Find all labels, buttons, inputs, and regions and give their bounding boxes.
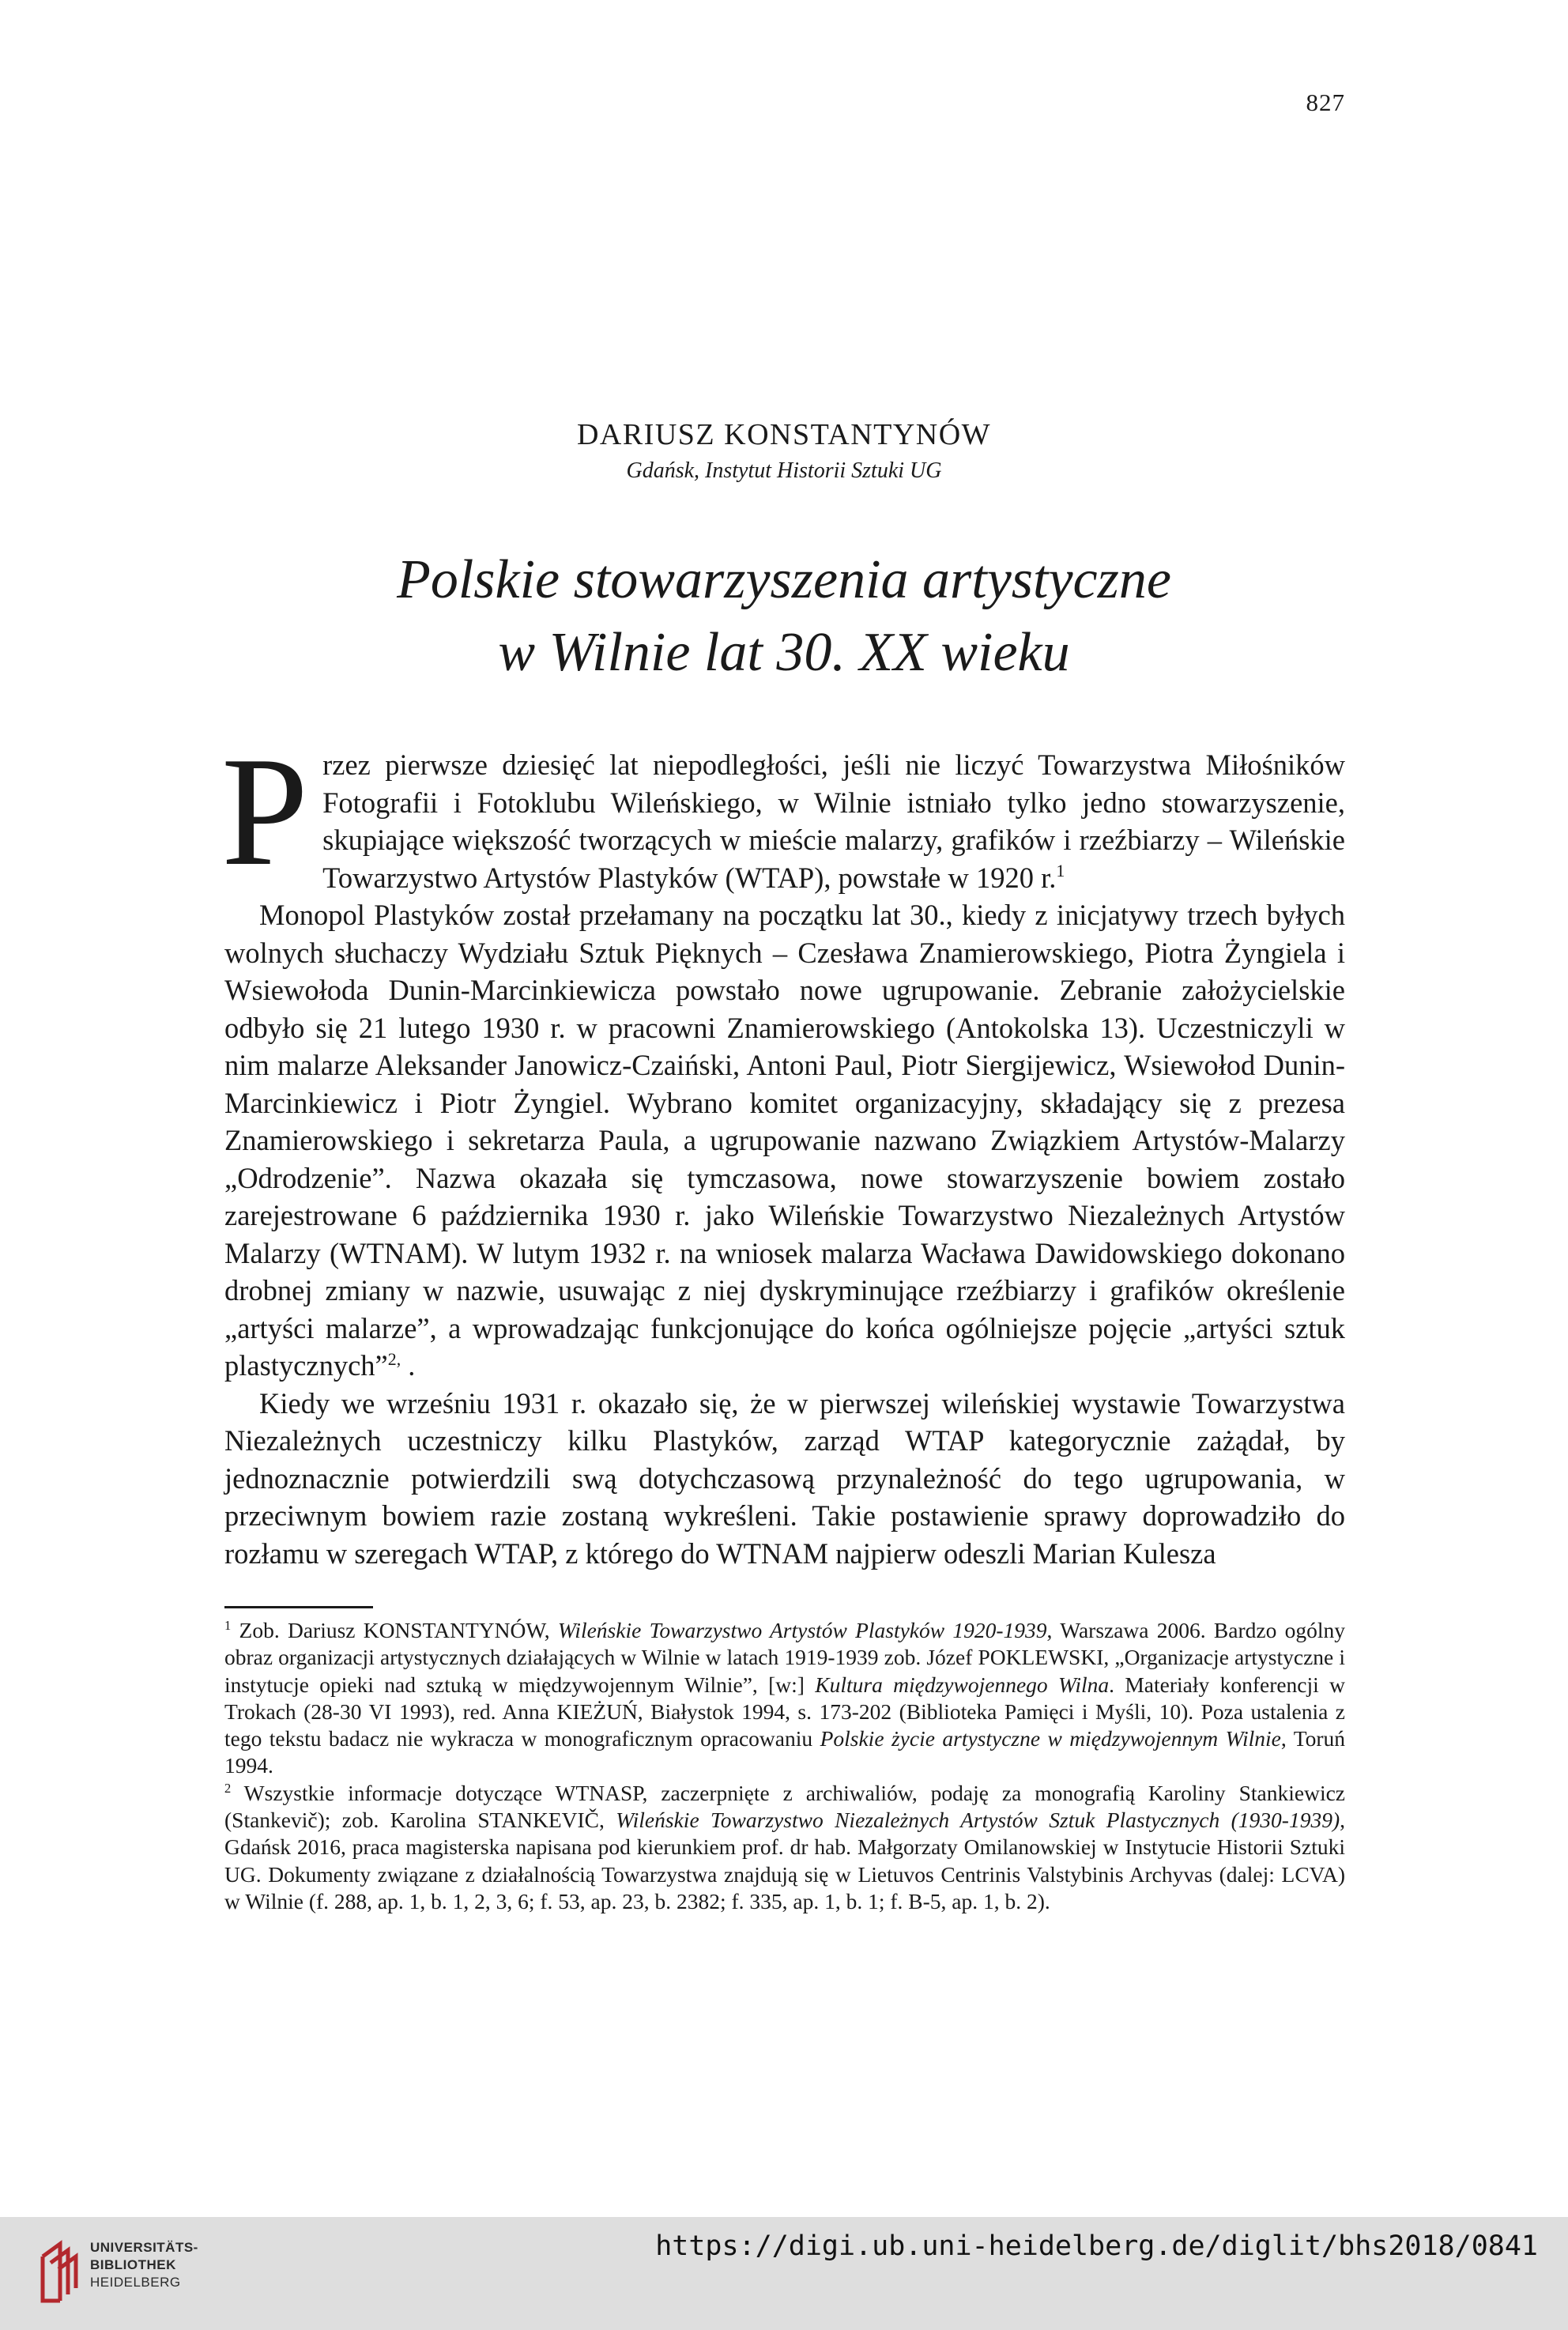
logo-line-1: UNIVERSITÄTS-	[90, 2240, 198, 2255]
footnote-ref-2[interactable]: 2,	[387, 1348, 401, 1369]
footnote-1-cited-title: Polskie życie artystyczne w międzywojennym Wilnie	[820, 1726, 1281, 1751]
author-block	[0, 417, 1568, 487]
footnote-1-number: 1	[224, 1618, 232, 1634]
article-title	[0, 544, 1568, 689]
footnote-2-text: Wszystkie informacje dotyczące WTNASP, zaczerpnięte z archiwaliów, podaję za monografią Karoliny Stankiewicz (Stankevič); zob. Karolina STANKEVIČ,	[224, 1780, 1345, 1833]
footnote-2-number: 2	[224, 1780, 232, 1796]
body-paragraph-2	[224, 896, 1345, 1385]
footnote-1-text: Zob. Dariusz KONSTANTYNÓW,	[231, 1618, 558, 1642]
footnote-1-text: , Toruń 1994.	[224, 1726, 1345, 1778]
footnote-1	[224, 1617, 1345, 1780]
paragraph-2-text: Monopol Plastyków został przełamany na początku lat 30., kiedy z inicjatywy trzech byłych wolnych słuchaczy Wydziału Sztuk Pięknych – Czesława Znamierowskiego, Piotra Żyngiela i Wsiewołoda Dunin-Marcinkiewicza powstało nowe ugrupowanie. Zebranie założycielskie odbyło się 21 lutego 1930 r. w pracowni Znamierowskiego (Antokolska 13). Uczestniczyli w nim malarze Aleksander Janowicz-Czaiński, Antoni Paul, Piotr Siergijewicz, Wsiewołod Dunin-Marcinkiewicz i Piotr Żyngiel. Wybrano komitet organizacyjny, składający się z prezesa Znamierowskiego i sekretarza Paula, a ugrupowanie nazwano Związkiem Artystów-Malarzy „Odrodzenie”. Nazwa okazała się tymczasowa, nowe stowarzyszenie bowiem zostało zarejestrowane 6 października 1930 r. jako Wileńskie Towarzystwo Niezależnych Artystów Malarzy (WTNAM). W lutym 1932 r. na wniosek malarza Wacława Dawidowskiego dokonano drobnej zmiany w nazwie, usuwając z niej dyskryminujące rzeźbiarzy i grafików określenie „artyści malarze”, a wprowadzając funkcjonujące do końca ogólniejsze pojęcie „artyści sztuk plastycznych”	[224, 899, 1345, 1382]
source-url[interactable]: https://digi.ub.uni-heidelberg.de/diglit/bhs2018/0841	[655, 2230, 1538, 2262]
footnote-divider	[224, 1606, 373, 1608]
footnotes	[224, 1617, 1345, 1915]
footnote-1-text: . Materiały konferencji w Trokach (28-30 VI 1993), red. Anna KIEŻUŃ, Białystok 1994, s. 173-202 (Biblioteka Pamięci i Myśli, 10). Poza ustalenia z tego tekstu badacz nie wykracza w monograficznym opracowaniu	[224, 1672, 1345, 1751]
library-logo-icon[interactable]	[36, 2233, 85, 2305]
paragraph-3-text: Kiedy we wrześniu 1931 r. okazało się, że w pierwszej wileńskiej wystawie Towarzystwa Niezależnych uczestniczy kilku Plastyków, zarząd WTAP kategorycznie zażądał, by jednoznacznie potwierdzili swą dotychczasową przynależność do tego ugrupowania, w przeciwnym bowiem razie zostaną wykreśleni. Takie postawienie sprawy doprowadziło do rozłamu w szeregach WTAP, z którego do WTNAM najpierw odeszli Marian Kulesza	[224, 1386, 1345, 1570]
drop-cap: P	[221, 725, 309, 898]
article-body	[221, 725, 1345, 1572]
paragraph-1-text: rzez pierwsze dziesięć lat niepodległości, jeśli nie liczyć Towarzystwa Miłośników Fotografii i Fotoklubu Wileńskiego, w Wilnie istniało tylko jedno stowarzyszenie, skupiające większość tworzących w mieście malarzy, grafików i rzeźbiarzy – Wileńskie Towarzystwo Artystów Plastyków (WTAP), powstałe w 1920 r.	[322, 748, 1345, 894]
title-line-2: w Wilnie lat 30. XX wieku	[498, 622, 1070, 683]
page-number: 827	[1306, 89, 1345, 116]
body-paragraph-1	[221, 725, 1345, 898]
paragraph-2-end: .	[401, 1349, 416, 1382]
logo-line-3: HEIDELBERG	[90, 2275, 181, 2290]
footnote-1-cited-title: Wileńskie Towarzystwo Artystów Plastyków 1920-1939	[557, 1618, 1047, 1642]
footnote-1-cited-title: Kultura międzywojennego Wilna	[815, 1672, 1110, 1697]
footnote-ref-1[interactable]: 1	[1056, 861, 1065, 881]
logo-line-2: BIBLIOTHEK	[90, 2257, 176, 2272]
author-affiliation: Gdańsk, Instytut Historii Sztuki UG	[626, 458, 942, 483]
library-logo-text[interactable]	[90, 2239, 198, 2291]
title-line-1: Polskie stowarzyszenia artystyczne	[397, 549, 1171, 610]
body-paragraph-3	[224, 1385, 1345, 1573]
author-name: DARIUSZ KONSTANTYNÓW	[576, 418, 992, 451]
footnote-2	[224, 1780, 1345, 1915]
footnote-1-text: , Warszawa 2006. Bardzo ogólny obraz organizacji artystycznych działających w Wilnie w latach 1919-1939 zob. Józef POKLEWSKI, „Organizacje artystyczne i instytucje opieki nad sztuką w międzywojennym Wilnie”, [w:]	[224, 1618, 1345, 1697]
footnote-2-text: , Gdańsk 2016, praca magisterska napisana pod kierunkiem prof. dr hab. Małgorzaty Omilanowskiej w Instytucie Historii Sztuki UG. Dokumenty związane z działalnością Towarzystwa znajdują się w Lietuvos Centrinis Valstybinis Archyvas (dalej: LCVA) w Wilnie (f. 288, ap. 1, b. 1, 2, 3, 6; f. 53, ap. 23, b. 2382; f. 335, ap. 1, b. 1; f. B-5, ap. 1, b. 2).	[224, 1808, 1345, 1913]
footnote-2-cited-title: Wileńskie Towarzystwo Niezależnych Artystów Sztuk Plastycznych (1930-1939)	[616, 1808, 1340, 1833]
